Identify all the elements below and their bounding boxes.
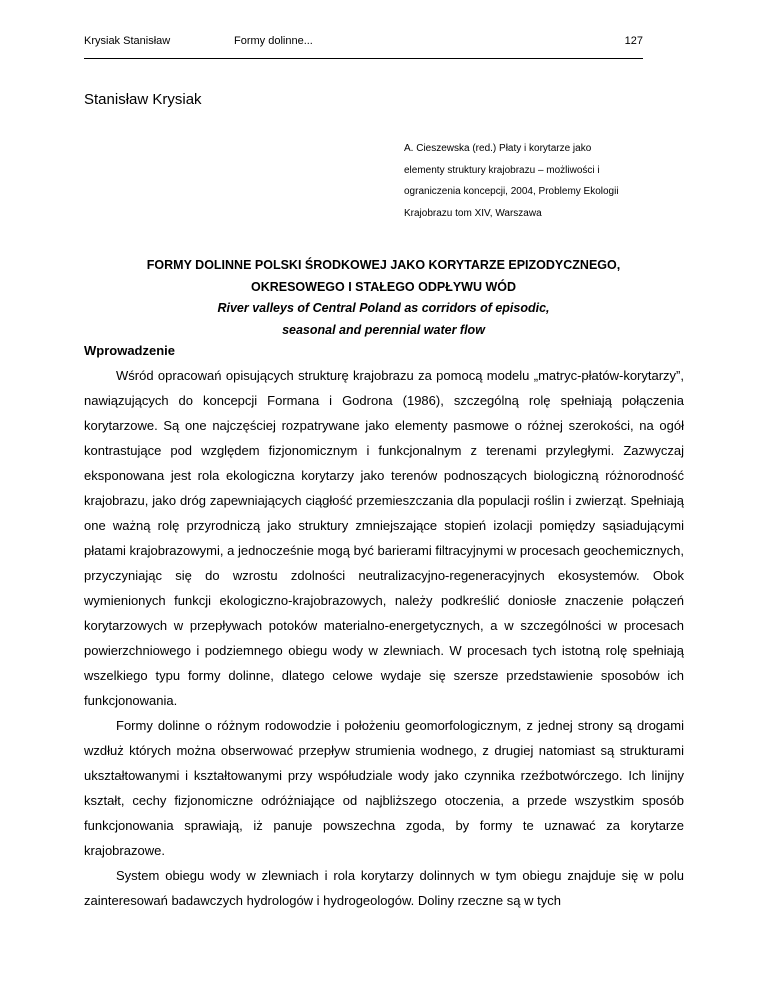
title-polish-line: OKRESOWEGO I STAŁEGO ODPŁYWU WÓD [250, 279, 517, 294]
title-english-line: River valleys of Central Poland as corridors of episodic, [217, 301, 550, 315]
paragraph: Wśród opracowań opisujących strukturę krajobrazu za pomocą modelu „matryc-płatów-korytarzy”, nawiązujących do koncepcji Formana i Godrona (1986), szczególną rolę spełniają połączenia korytarzowe. Są one najczęściej rozpatrywane jako elementy pasmowe o różnej szerokości, na ogół kontrastujące pod względem fizjonomicznym i funkcjonalnym z terenami przyległymi. Zazwyczaj eksponowana jest rola ekologiczna korytarzy jako terenów podnoszących biologiczną różnorodność krajobrazu, jako dróg zapewniających ciągłość przemieszczania dla populacji roślin i zwierząt. Spełniają one ważną rolę przyrodniczą jako struktury zmniejszające stopień izolacji pomiędzy sąsiadującymi płatami krajobrazowymi, a jednocześnie mogą być barierami filtracyjnymi w procesach geochemicznych, przyczyniając się do wzrostu zdolności neutralizacyjno-regeneracyjnych ekosystemów. Obok wymienionych funkcji ekologiczno-krajobrazowych, należy podkreślić doniosłe znaczenie połączeń korytarzowych w przepływach potoków materialno-energetycznych, a w szczególności w procesach powierzchniowego i podziemnego obiegu wody w zlewniach. W procesach tych istotną rolę spełniają wszelkiego typu formy dolinne, dlatego celowe wydaje się szersze przedstawienie sposobów ich funkcjonowania. [84, 368, 684, 708]
page-number: 127 [624, 35, 643, 47]
citation-line: elementy struktury krajobrazu – możliwości i [404, 164, 600, 176]
citation-block [404, 138, 674, 224]
article-author: Stanisław Krysiak [84, 91, 202, 108]
citation-line: A. Cieszewska (red.) Płaty i korytarze jako [404, 143, 592, 154]
header-rule [84, 58, 643, 59]
paragraph: Formy dolinne o różnym rodowodzie i położeniu geomorfologicznym, z jednej strony są drogami wzdłuż których można obserwować przepływ strumienia wodnego, z drugiej natomiast są strukturami ukształtowanymi i kształtowanymi przy współudziale wody jako czynnika rzeźbotwórczego. Ich linijny kształt, cechy fizjonomiczne odróżniające od najbliższego otoczenia, a przede wszystkim sposób funkcjonowania sprawiają, iż panuje powszechna zgoda, by formy te uznawać za korytarze krajobrazowe. [84, 718, 684, 858]
article-title [84, 255, 683, 341]
title-english-line: seasonal and perennial water flow [282, 322, 485, 337]
section-heading: Wprowadzenie [84, 343, 176, 358]
header-author: Krysiak Stanisław [84, 35, 171, 47]
citation-line: Krajobrazu tom XIV, Warszawa [404, 207, 542, 219]
header-short-title: Formy dolinne... [234, 35, 313, 47]
body-text [84, 363, 684, 913]
citation-line: ograniczenia koncepcji, 2004, Problemy Ekologii [404, 186, 619, 197]
running-header [84, 33, 643, 57]
paragraph: System obiegu wody w zlewniach i rola korytarzy dolinnych w tym obiegu znajduje się w polu zainteresowań badawczych hydrologów i hydrogeologów. Doliny rzeczne są w tych [84, 868, 684, 908]
title-polish-line: FORMY DOLINNE POLSKI ŚRODKOWEJ JAKO KORYTARZE EPIZODYCZNEGO, [146, 258, 621, 272]
